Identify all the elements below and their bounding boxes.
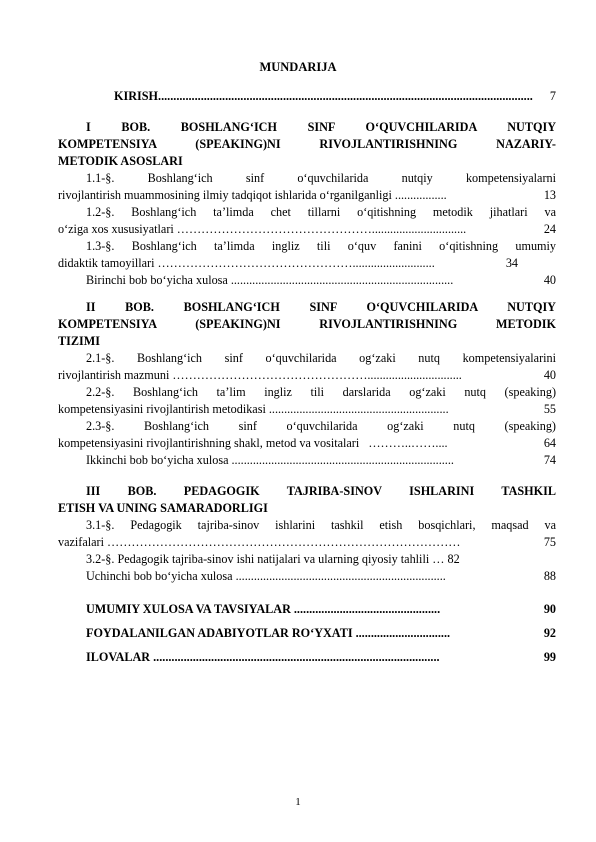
toc-entry-label: kompetensiyasini rivojlantirishning shakl, metod va vositalari xyxy=(58,436,360,450)
toc-leader-dots: …………………………………………........................... xyxy=(157,256,435,270)
toc-chapter-2-heading[interactable] xyxy=(58,299,556,350)
toc-entry-references[interactable] xyxy=(58,621,556,645)
toc-page-number: 88 xyxy=(543,569,556,583)
toc-entry-label: kompetensiyasini rivojlantirish metodikasi xyxy=(58,402,266,416)
toc-page-number: 74 xyxy=(543,453,556,467)
toc-entry-line: 2.1-§. Boshlang‘ich sinf o‘quvchilarida og‘zaki nutq kompetensiyalarini xyxy=(86,351,556,365)
toc-entry-label: ILOVALAR xyxy=(86,650,151,664)
chapter-heading-line: KOMPETENSIYA (SPEAKING)NI RIVOJLANTIRISHNING NAZARIY- xyxy=(58,137,556,151)
toc-chapter-3-heading[interactable] xyxy=(58,483,556,517)
toc-entry-chapter-2-summary[interactable] xyxy=(58,452,556,469)
toc-entry-line xyxy=(58,221,556,238)
toc-entry-label: Ikkinchi bob bo‘yicha xulosa xyxy=(86,453,229,467)
toc-entry-line xyxy=(58,534,556,551)
toc-page-number: 24 xyxy=(543,222,556,236)
toc-leader-dots: ................................................ xyxy=(293,602,441,616)
toc-page-number: 75 xyxy=(543,535,556,549)
toc-leader-dots: .............................................................................................. xyxy=(153,650,440,664)
toc-entry-intro[interactable] xyxy=(86,88,556,105)
toc-entry-section-1-3[interactable] xyxy=(58,238,556,272)
toc-page-number: 40 xyxy=(543,368,556,382)
toc-leader-dots: ......................................................................... xyxy=(231,453,454,467)
toc-entry-section-1-2[interactable] xyxy=(58,204,556,238)
toc-leader-dots: ........................................................... xyxy=(268,402,449,416)
toc-leader-dots: ................. xyxy=(394,188,447,202)
toc-entry-label: KIRISH xyxy=(114,89,159,103)
toc-entry-label: Birinchi bob bo‘yicha xulosa xyxy=(86,273,228,287)
toc-entry-line: 3.1-§. Pedagogik tajriba-sinov ishlarini tashkil etish bosqichlari, maqsad va xyxy=(86,518,556,532)
chapter-heading-line: ETISH VA UNING SAMARADORLIGI xyxy=(58,501,268,515)
toc-page-number: 34 xyxy=(505,256,518,270)
toc-entry-label: rivojlantirish mazmuni xyxy=(58,368,170,382)
toc-entry-line xyxy=(58,367,556,384)
toc-entry-line xyxy=(58,187,556,204)
toc-entry-conclusion[interactable] xyxy=(58,597,556,621)
toc-leader-dots: ………..…….... xyxy=(362,436,448,450)
toc-page-number: 90 xyxy=(543,602,556,616)
toc-entry-label: Uchinchi bob bo‘yicha xulosa xyxy=(86,569,233,583)
chapter-heading-line: III BOB. PEDAGOGIK TAJRIBA-SINOV ISHLARINI TASHKIL xyxy=(86,484,556,498)
toc-page-number: 99 xyxy=(543,650,556,664)
toc-page-number: 55 xyxy=(543,402,556,416)
toc-leader-dots: ........................................................................................................................... xyxy=(158,89,533,103)
chapter-heading-line: KOMPETENSIYA (SPEAKING)NI RIVOJLANTIRISHNING METODIK xyxy=(58,317,556,331)
toc-chapter-1-heading[interactable] xyxy=(58,119,556,170)
toc-entry-section-1-1[interactable] xyxy=(58,170,556,204)
toc-entry-label: rivojlantirish muammosining ilmiy tadqiqot ishlarida o‘rganilganligi xyxy=(58,188,392,202)
toc-entry-label: vazifalari xyxy=(58,535,105,549)
toc-entry-label: UMUMIY XULOSA VA TAVSIYALAR xyxy=(86,602,291,616)
toc-entry-chapter-1-summary[interactable] xyxy=(58,272,556,289)
toc-page-number: 40 xyxy=(543,273,556,287)
toc-entry-section-2-2[interactable] xyxy=(58,384,556,418)
toc-entry-line: 1.1-§. Boshlang‘ich sinf o‘quvchilarida nutqiy kompetensiyalarni xyxy=(86,171,556,185)
toc-entry-chapter-3-summary[interactable] xyxy=(58,568,556,585)
page-title: MUNDARIJA xyxy=(259,60,337,74)
toc-entry-section-3-2[interactable] xyxy=(58,551,556,568)
toc-leader-dots: … xyxy=(432,552,445,566)
toc-entry-line xyxy=(58,435,556,452)
toc-page-number: 92 xyxy=(543,626,556,640)
chapter-heading-line: II BOB. BOSHLANG‘ICH SINF O‘QUVCHILARIDA NUTQIY xyxy=(86,300,556,314)
table-of-contents xyxy=(58,88,556,669)
toc-leader-dots: ..................................................................... xyxy=(235,569,446,583)
toc-entry-section-2-1[interactable] xyxy=(58,350,556,384)
toc-page-number: 64 xyxy=(543,436,556,450)
toc-leader-dots: …………………………………………............................... xyxy=(172,368,462,382)
toc-leader-dots: ............................... xyxy=(355,626,451,640)
page-number: 1 xyxy=(295,796,301,808)
toc-entry-section-2-3[interactable] xyxy=(58,418,556,452)
toc-entry-appendices[interactable] xyxy=(58,645,556,669)
toc-entry-section-3-1[interactable] xyxy=(58,517,556,551)
toc-entry-label: o‘ziga xos xususiyatlari xyxy=(58,222,174,236)
chapter-heading-line: METODIK ASOSLARI xyxy=(58,154,183,168)
toc-entry-line xyxy=(58,255,518,272)
toc-entry-line: 2.3-§. Boshlang‘ich sinf o‘quvchilarida og‘zaki nutq (speaking) xyxy=(86,419,556,433)
toc-page-number: 82 xyxy=(447,552,460,566)
chapter-heading-line: I BOB. BOSHLANG‘ICH SINF O‘QUVCHILARIDA NUTQIY xyxy=(86,120,556,134)
toc-entry-line: 1.3-§. Boshlang‘ich ta’limda ingliz tili o‘quv fanini o‘qitishning umumiy xyxy=(86,239,556,253)
toc-entry-line: 2.2-§. Boshlang‘ich ta’lim ingliz tili darslarida og‘zaki nutq (speaking) xyxy=(86,385,556,399)
toc-leader-dots: ......................................................................... xyxy=(230,273,454,287)
toc-entry-line xyxy=(58,401,556,418)
toc-entry-label: didaktik tamoyillari xyxy=(58,256,155,270)
toc-page-number: 7 xyxy=(549,89,556,103)
toc-entry-label: 3.2-§. Pedagogik tajriba-sinov ishi natijalari va ularning qiyosiy tahlili xyxy=(86,552,430,566)
toc-entry-label: FOYDALANILGAN ADABIYOTLAR RO‘YXATI xyxy=(86,626,353,640)
chapter-heading-line: TIZIMI xyxy=(58,334,100,348)
toc-page-number: 13 xyxy=(543,188,556,202)
toc-entry-line: 1.2-§. Boshlang‘ich ta’limda chet tillarni o‘qitishning metodik jihatlari va xyxy=(86,205,556,219)
toc-leader-dots: …………………………………………………………………………… xyxy=(107,535,461,549)
toc-leader-dots: …………………………………………............................... xyxy=(176,222,467,236)
